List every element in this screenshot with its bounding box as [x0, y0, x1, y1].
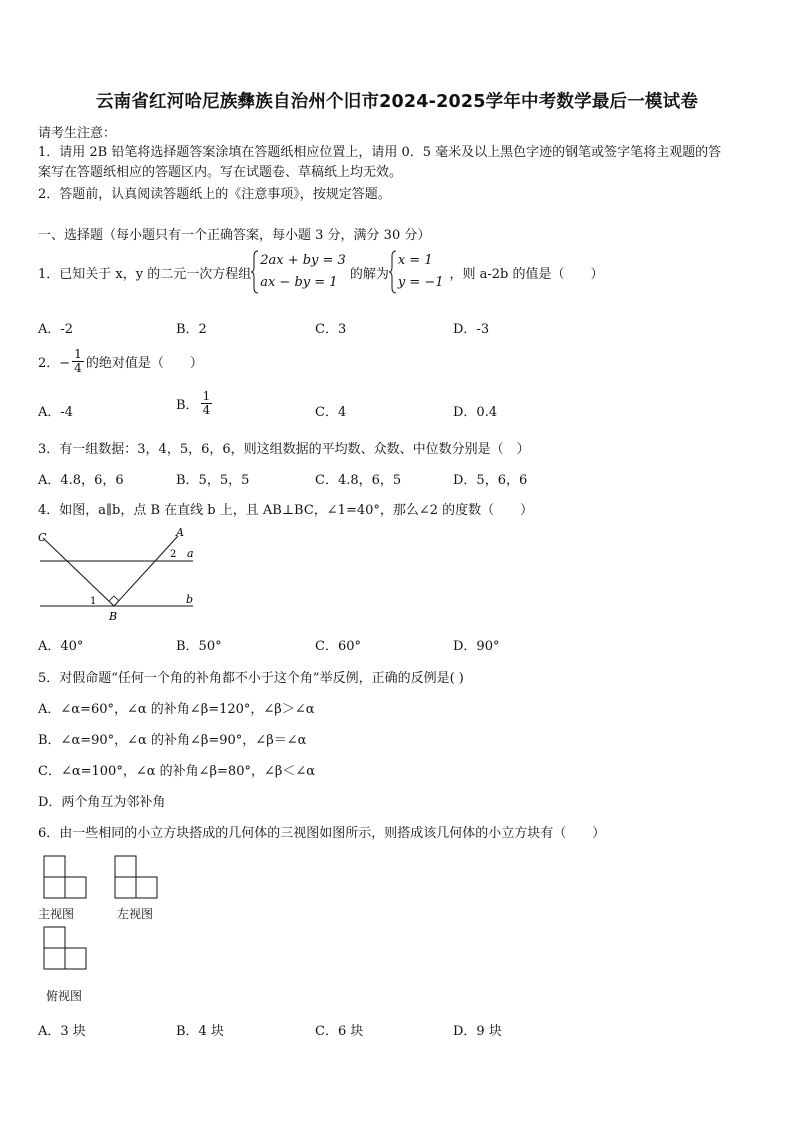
q4-figure	[35, 526, 200, 624]
q4-option-b: B．50°	[176, 639, 222, 654]
question-1	[38, 250, 604, 294]
q1-equation-system	[251, 250, 346, 294]
front-view-caption: 主视图	[38, 907, 75, 921]
label-a-point: A	[176, 526, 184, 539]
q1-option-a: A．-2	[38, 322, 74, 337]
q1-eq2: ax − by = 1	[260, 275, 338, 290]
q2-option-b-fraction	[201, 390, 213, 417]
q2-option-a: A．-4	[38, 405, 74, 420]
label-line-b: b	[186, 593, 194, 606]
q2-option-d: D．0.4	[453, 405, 498, 420]
q2-option-b-denominator: 4	[202, 403, 211, 417]
q3-option-b: B．5，5，5	[176, 473, 250, 488]
left-view-caption: 左视图	[117, 907, 154, 921]
notice-line-3: 2．答题前，认真阅读答题纸上的《注意事项》，按规定答题。	[38, 187, 391, 202]
left-brace-icon	[251, 250, 259, 294]
q1-stem-pre: 1．已知关于 x，y 的二元一次方程组	[38, 266, 252, 282]
segment-cb	[43, 538, 114, 606]
q4-option-a: A．40°	[38, 639, 84, 654]
q2-stem-post: 的绝对值是（ ）	[85, 356, 203, 371]
q5-option-d: D．两个角互为邻补角	[38, 795, 166, 810]
q6-option-d: D．9 块	[453, 1024, 502, 1039]
q1-stem-post: ，则 a-2b 的值是（ ）	[449, 266, 604, 282]
q2-stem-pre: 2．−	[38, 356, 71, 371]
question-2	[38, 348, 203, 375]
label-angle-1: 1	[90, 596, 97, 607]
q4-option-d: D．90°	[453, 639, 500, 654]
q5-option-c: C．∠α=100°，∠α 的补角∠β=80°，∠β＜∠α	[38, 764, 316, 779]
q5-option-a: A．∠α=60°，∠α 的补角∠β=120°，∠β＞∠α	[38, 702, 315, 717]
question-5: 5．对假命题“任何一个角的补角都不小于这个角”举反例，正确的反例是( )	[38, 671, 464, 686]
q1-sol1: x = 1	[397, 253, 433, 268]
q1-sol2: y = −1	[397, 275, 444, 290]
q2-denominator: 4	[74, 361, 82, 375]
label-angle-2: 2	[170, 549, 177, 560]
section-heading: 一、选择题（每小题只有一个正确答案，每小题 3 分，满分 30 分）	[38, 228, 431, 243]
notice-line-2: 案写在答题纸相应的答题区内。写在试题卷、草稿纸上均无效。	[38, 165, 403, 180]
question-4: 4．如图，a∥b，点 B 在直线 b 上，且 AB⊥BC，∠1=40°，那么∠2 的度数（ ）	[38, 503, 534, 518]
left-brace-icon	[389, 250, 397, 294]
left-view-figure	[114, 855, 159, 900]
notice-heading: 请考生注意：	[38, 126, 117, 141]
q1-solution-system	[389, 250, 444, 294]
q6-option-b: B．4 块	[176, 1024, 224, 1039]
right-angle-mark	[109, 596, 119, 601]
q5-option-b: B．∠α=90°，∠α 的补角∠β=90°，∠β＝∠α	[38, 733, 307, 748]
q2-option-b-label: B．	[176, 398, 199, 413]
label-line-a: a	[187, 547, 194, 560]
q1-stem-mid: 的解为	[349, 266, 389, 282]
q2-option-b-numerator: 1	[202, 389, 211, 403]
q2-option-c: C．4	[315, 405, 347, 420]
segment-ab	[114, 536, 178, 606]
notice-line-1: 1．请用 2B 铅笔将选择题答案涂填在答题纸相应位置上，请用 0．5 毫米及以上黑色字迹的钢笔或签字笔将主观题的答	[38, 145, 722, 160]
q4-option-c: C．60°	[315, 639, 361, 654]
q2-option-b	[176, 390, 214, 417]
q1-eq1: 2ax + by = 3	[260, 253, 346, 268]
top-view-figure	[43, 926, 88, 971]
question-3: 3．有一组数据：3，4，5，6，6，则这组数据的平均数、众数、中位数分别是（ ）	[38, 442, 530, 457]
page-title: 云南省红河哈尼族彝族自治州个旧市2024-2025学年中考数学最后一模试卷	[95, 92, 699, 112]
q3-option-a: A．4.8，6，6	[38, 473, 124, 488]
q1-option-d: D．-3	[453, 322, 490, 337]
label-c: C	[38, 531, 47, 544]
q1-option-b: B．2	[176, 322, 207, 337]
front-view-figure	[43, 855, 88, 900]
question-6: 6．由一些相同的小立方块搭成的几何体的三视图如图所示，则搭成该几何体的小立方块有（ ）	[38, 826, 606, 841]
q2-numerator: 1	[74, 347, 82, 361]
q3-option-d: D．5，6，6	[453, 473, 528, 488]
label-b-point: B	[109, 610, 118, 623]
top-view-caption: 俯视图	[46, 989, 83, 1003]
q2-fraction	[72, 348, 84, 375]
q1-option-c: C．3	[315, 322, 347, 337]
q6-option-c: C．6 块	[315, 1024, 364, 1039]
q6-option-a: A．3 块	[38, 1024, 86, 1039]
q3-option-c: C．4.8，6，5	[315, 473, 402, 488]
